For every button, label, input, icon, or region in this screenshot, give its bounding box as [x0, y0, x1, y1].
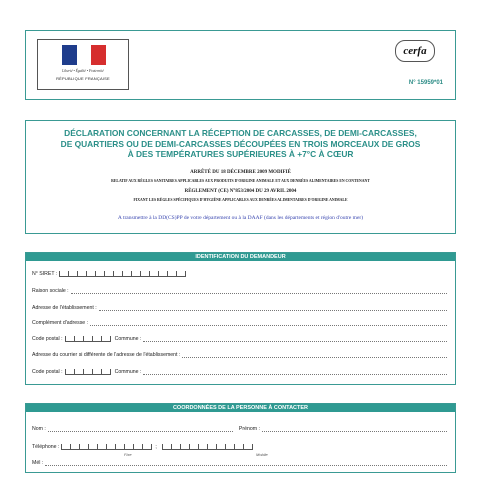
- siret-row: [32, 271, 447, 277]
- title-line-2: DE QUARTIERS OU DE DEMI-CARCASSES DÉCOUPÉES EN TROIS MORCEAUX DE GROS: [60, 138, 421, 149]
- courrier-label: Adresse du courrier si différente de l'adresse de l'établissement :: [32, 352, 181, 358]
- cerfa-logo: cerfa: [395, 40, 435, 62]
- cp-label: Code postal :: [32, 336, 63, 342]
- reglement-subtitle: FIXANT LES RÈGLES SPÉCIFIQUES D'HYGIÈNE APPLICABLES AUX DENRÉES ALIMENTAIRES D'ORIGINE ANIMALE: [133, 198, 348, 202]
- title-line-1: DÉCLARATION CONCERNANT LA RÉCEPTION DE CARCASSES, DE DEMI-CARCASSES,: [64, 128, 417, 138]
- siret-field[interactable]: [59, 271, 186, 277]
- adresse-label: Adresse de l'établissement :: [32, 305, 97, 311]
- title-line-3: À DES TEMPÉRATURES SUPÉRIEURES À +7°C À CŒUR: [127, 149, 354, 159]
- commune-field[interactable]: [143, 337, 447, 342]
- cp2-label: Code postal :: [32, 369, 63, 375]
- form-title-box: [25, 120, 456, 234]
- form-number: N° 15959*01: [408, 80, 443, 86]
- republic-logo: [37, 39, 129, 90]
- nom-label: Nom :: [32, 426, 46, 432]
- complement-label: Complément d'adresse :: [32, 320, 89, 326]
- marianne-flag-icon: [62, 45, 106, 65]
- mel-label: Mél :: [32, 460, 44, 466]
- contact-heading: COORDONNÉES DE LA PERSONNE À CONTACTER: [26, 404, 455, 412]
- nom-field[interactable]: [48, 427, 233, 432]
- fixe-caption: Fixe: [124, 452, 132, 457]
- adresse-field[interactable]: [99, 306, 447, 311]
- siret-label: N° SIRET :: [32, 271, 58, 277]
- cp-row: [32, 336, 447, 342]
- reglement-reference: RÈGLEMENT (CE) N°853/2004 DU 29 AVRIL 2004: [184, 189, 297, 194]
- cp2-row: [32, 369, 447, 375]
- prenom-field[interactable]: [262, 427, 447, 432]
- mobile-caption: Mobile: [256, 452, 268, 457]
- identification-heading: IDENTIFICATION DU DEMANDEUR: [26, 253, 455, 261]
- commune2-label: Commune :: [114, 369, 142, 375]
- republic-motto: Liberté • Égalité • Fraternité: [62, 69, 104, 73]
- cp2-field[interactable]: [65, 369, 111, 375]
- republic-name: RÉPUBLIQUE FRANÇAISE: [56, 76, 110, 81]
- commune-label: Commune :: [114, 336, 142, 342]
- prenom-label: Prénom :: [238, 426, 260, 432]
- form-title: [32, 128, 449, 160]
- commune2-field[interactable]: [143, 370, 447, 375]
- raison-row: [32, 288, 447, 294]
- telephone-label: Téléphone :: [32, 444, 60, 450]
- adresse-row: [32, 305, 447, 311]
- phone-fixe-field[interactable]: [61, 444, 152, 450]
- arrete-subtitle: RELATIF AUX RÈGLES SANITAIRES APPLICABLES AUX PRODUITS D'ORIGINE ANIMALE ET AUX DENRÉES ALIMENTAIRES EN CONTENANT: [111, 179, 370, 183]
- arrete-reference: ARRÊTÉ DU 18 DÉCEMBRE 2009 MODIFIÉ: [190, 170, 291, 175]
- phone-mobile-field[interactable]: [162, 444, 253, 450]
- raison-label: Raison sociale :: [32, 288, 69, 294]
- courrier-field[interactable]: [182, 353, 447, 358]
- form-header: [25, 30, 456, 100]
- contact-section: [25, 403, 456, 473]
- name-row: [32, 426, 447, 432]
- transmit-instruction: A transmettre à la DD(CS)PP de votre département ou à la DAAF (dans les départements et région d'outre mer): [117, 215, 364, 221]
- mel-field[interactable]: [45, 461, 447, 466]
- cp-field[interactable]: [65, 336, 111, 342]
- raison-field[interactable]: [71, 289, 447, 294]
- mel-row: [32, 460, 447, 466]
- complement-row: [32, 320, 447, 326]
- courrier-row: [32, 352, 447, 358]
- complement-field[interactable]: [90, 321, 447, 326]
- identification-section: [25, 252, 456, 385]
- telephone-row: Téléphone : ;: [32, 444, 447, 450]
